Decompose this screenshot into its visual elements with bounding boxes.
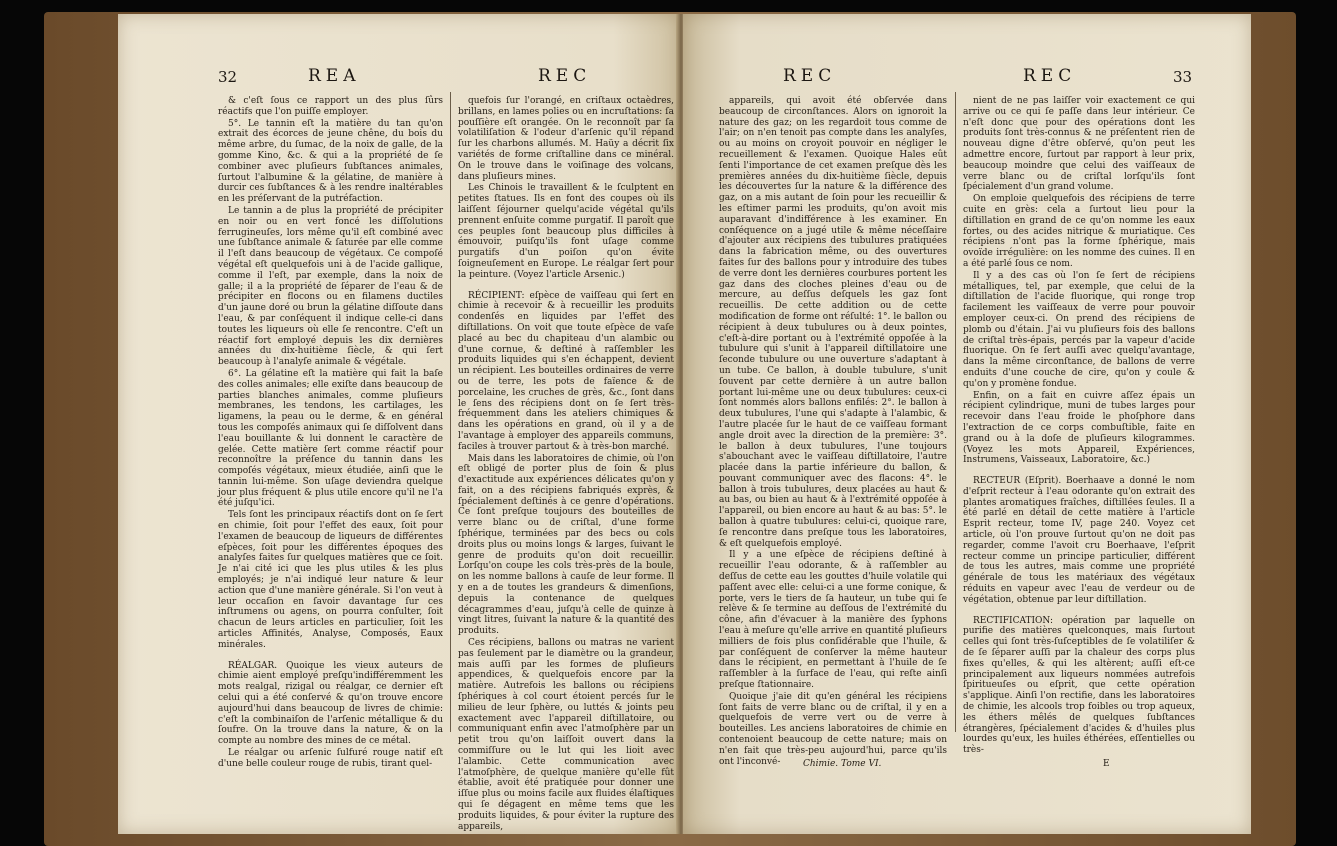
signature-mark: E [1103,759,1110,769]
paragraph: appareils, qui avoit été obſervée dans beaucoup de circonſtances. Alors on ignoroit la nature des gaz; on les regardoit tous comme de l'air; on n'en tenoit pas compte dans les analyſes, ou au moins on croyoit pouvoir en négliger le recueillement & l'examen. Quoique Hales eût ſenti l'importance de cet examen preſque dès les premières années du dix-huitième ſiècle, depuis les découvertes ſur la nature & la différence des gaz, on a mis autant de ſoin pour les recueillir & les eſtimer parmi les produits, qu'on avoit mis auparavant d'indifférence à les examiner. En conſéquence on a jugé utile & même néceſſaire d'ajouter aux récipiens des tubulures pratiquées dans la fabrication même, ou des ouvertures faites ſur des ballons pour y introduire des tubes de verre dont les dernières courbures portent les gaz dans des cloches pleines d'eau ou de mercure, au deſſus deſquels les gaz ſont recueillis. De cette addition ou de cette modification de forme ont réſulté: 1°. le ballon ou récipient à deux tubulures ou à deux pointes, c'eſt-à-dire portant ou à l'extrémité oppoſée à la tubulure qui s'unit à l'appareil diſtillatoire une ſeconde tubulure ou une ouverture s'adaptant à un tube. Ce ballon, à double tubulure, s'unit ſouvent par cette dernière à un autre ballon portant lui-même une ou deux tubulures: ceux-ci ſont nommés alors ballons enfilés: 2°. le ballon à deux tubulures, l'une qui s'adapte à l'alambic, & l'autre placée ſur le haut de ce vaiſſeau formant angle droit avec la direction de la première: 3°. le ballon à deux tubulures, l'une toujours s'abouchant avec le vaiſſeau diſtillatoire, l'autre placée dans la partie inférieure du ballon, & pouvant communiquer avec des flacons: 4°. le ballon à trois tubulures, deux placées au haut & au bas, ou bien au haut & à l'extrémité oppoſée à l'appareil, ou bien encore au haut & au bas: 5°. le ballon à quatre tubulures: celui-ci, quoique rare, ſe rencontre dans preſque tous les laboratoires, & eſt quelquefois employé. [719,96,947,549]
paragraph: Le tannin a de plus la propriété de précipiter en noir ou en vert foncé les diſſolutions ferrugineuſes, lors même qu'il eſt combiné avec une ſubſtance animale & ſaturée par elle comme il l'eſt dans beaucoup de végétaux. Ce compoſé végétal eſt quelquefois uni à de l'acide gallique, comme il l'eſt, par exemple, dans la noix de galle; il a la propriété de ſéparer de l'eau & de précipiter en flocons ou en filamens ductiles d'un jaune doré ou brun la gélatine diſſoute dans l'eau, & par conſéquent il indique celle-ci dans toutes les liqueurs où elle ſe rencontre. C'eſt un réactif fort employé depuis les dix dernières années du dix-huitième ſiècle, & qui ſert beaucoup à l'analyſe animale & végétale. [218,205,443,368]
column-rule [450,92,451,732]
paragraph: Tels ſont les principaux réactifs dont on ſe ſert en chimie, ſoit pour l'effet des eaux, ſoit pour l'examen de beaucoup de liqueurs de différentes eſpèces, ſoit pour les différentes époques des analyſes faites ſur quelques matières que ce ſoit. Je n'ai cité ici que les plus utiles & les plus employés; je n'ai indiqué leur nature & leur action que d'une manière générale. Si l'on veut à leur occaſion en ſavoir davantage ſur ces inſtrumens ou agens, on pourra conſulter, ſoit chacun de leurs articles en particulier, ſoit les articles Affinités, Analyse, Composés, Eaux minérales. [218,510,443,650]
paragraph: 5°. Le tannin eſt la matière du tan qu'on extrait des écorces de jeune chêne, du bois du même arbre, du ſumac, de la noix de galle, de la gomme Kino, &c. & qui a la propriété de ſe combiner avec pluſieurs ſubſtances animales, ſurtout l'albumine & la gélatine, de manière à durcir ces ſubſtances & à les rendre inaltérables en les préſervant de la putréfaction. [218,118,443,205]
entry-rectification: RECTIFICATION: opération par laquelle on purifie des matières quelconques, mais ſurtout celles qui ſont très-ſuſceptibles de ſe volatiliſer & de ſe ſéparer auſſi par la chaleur des corps plus fixes qu'elles, & qui les altèrent; auſſi eſt-ce principalement aux liqueurs nommées autrefois ſpiritueuſes ou eſprit, que cette opération s'applique. Ainſi l'on rectifie, dans les laboratoires de chimie, les alcools trop foibles ou trop aqueux, les éthers mêlés de quelques ſubſtances étrangères, ſpécialement d'acides & d'huiles plus lourdes qu'eux, les huiles éthérées, eſſentielles ou très- [963,615,1195,756]
entry-recipient: RÉCIPIENT: eſpèce de vaiſſeau qui ſert en chimie à recevoir & à recueillir les produits condenſés en liquides par l'effet des diſtillations. On voit que toute eſpèce de vaſe placé au bec du chapiteau d'un alambic ou d'une cornue, & deſtiné à raſſembler les produits liquides qui s'en échappent, devient un récipient. Les bouteilles ordinaires de verre ou de terre, les pots de faïence & de porcelaine, les cruches de grès, &c., ſont dans le ſens des récipiens dont on ſe ſert très-fréquemment dans les ateliers chimiques & dans les opérations en grand, où il y a de l'avantage à employer des appareils communs, faciles à trouver partout & à très-bon marché. [458,290,674,452]
running-head-left: REC [783,66,837,86]
running-head-left: REA [308,66,361,86]
paragraph: nient de ne pas laiſſer voir exactement ce qui arrive ou ce qui ſe paſſe dans leur intérieur. Ce n'eſt donc que pour des opérations dont les produits ſont très-connus & ne préſentent rien de nouveau digne d'être obſervé, qu'on peut les admettre encore, ſurtout par rapport à leur prix, beaucoup moindre que celui des vaiſſeaux de verre blanc ou de criſtal lorſqu'ils ſont ſpécialement d'un grand volume. [963,96,1195,193]
page-number: 32 [218,68,238,86]
paragraph: On emploie quelquefois des récipiens de terre cuite en grès: cela a ſurtout lieu pour la diſtillation en grand de ce qu'on nomme les eaux fortes, ou des acides nitrique & muriatique. Ces récipiens n'ont pas la forme ſphérique, mais ovoïde irrégulière: on les nomme des cuines. Il en a été parlé ſous ce nom. [963,194,1195,269]
entry-recteur: RECTEUR (Eſprit). Boerhaave a donné le nom d'eſprit recteur à l'eau odorante qu'on extrait des plantes aromatiques fraîches, diſtillées ſeules. Il a été parlé en détail de cette matière à l'article Esprit recteur, tome IV, page 240. Voyez cet article, où l'on prouve ſurtout qu'on ne doit pas regarder, comme l'avoit cru Boerhaave, l'eſprit recteur comme un principe particulier, différent de tous les autres, mais comme une propriété générale de tous les matériaux des végétaux réduits en vapeur avec l'eau de verdeur ou de végétation, obtenue par leur diſtillation. [963,476,1195,605]
paragraph: 6°. La gélatine eſt la matière qui fait la baſe des colles animales; elle exiſte dans beaucoup de parties blanches animales, comme pluſieurs membranes, les tendons, les cartilages, les ligamens, la peau ou le derme, & en général tous les compoſés animaux qui ſe diſſolvent dans l'eau bouillante & lui donnent le caractère de gelée. Cette matière ſert comme réactif pour reconnoître la préſence du tannin dans les compoſés végétaux, mieux étudiée, ainſi que le tannin lui-même. Son uſage deviendra quelque jour plus fréquent & plus utile encore qu'il ne l'a été juſqu'ici. [218,368,443,509]
column-2 [458,96,674,832]
paragraph: Il y a une eſpèce de récipiens deſtiné à recueillir l'eau odorante, & à raſſembler au deſſus de cette eau les gouttes d'huile volatile qui paſſent avec elle: celui-ci a une forme conique, & porte, vers le tiers de ſa hauteur, un tube qui ſe relève & ſe termine au deſſous de l'extrémité du cône, afin d'évacuer à la manière des ſyphons l'eau à meſure qu'elle arrive en quantité pluſieurs milliers de fois plus conſidérable que l'huile, & par conſéquent de conſerver la même hauteur dans le récipient, en permettant à l'huile de ſe raſſembler à la ſurface de l'eau, qui reſte ainſi preſque ſtationnaire. [719,550,947,691]
right-page [683,14,1251,834]
page-number: 33 [1173,68,1193,86]
entry-realgar: RÉALGAR. Quoique les vieux auteurs de chimie aient employé preſqu'indifféremment les mots realgal, rizigal ou réalgar, ce dernier eſt celui qui a été conſervé & qu'on trouve encore aujourd'hui dans beaucoup de livres de chimie: c'eſt la combinaiſon de l'arſenic métallique & du ſoufre. On la trouve dans la nature, & on la compte au nombre des mines de ce métal. [218,660,443,747]
column-2 [963,96,1195,756]
paragraph: Mais dans les laboratoires de chimie, où l'on eſt obligé de porter plus de ſoin & plus d'exactitude aux expériences délicates qu'on y fait, on a des récipiens fabriqués exprès, & ſpécialement deſtinés à ce genre d'opérations. Ce ſont preſque toujours des bouteilles de verre blanc ou de criſtal, d'une forme ſphérique, terminées par des becs ou cols droits plus ou moins longs & larges, ſuivant le genre de produits qu'on doit recueillir. Lorſqu'on coupe les cols très-près de la boule, on les nomme ballons à cauſe de leur forme. Il y en a de toutes les grandeurs & dimenſions, depuis la contenance de quelques décagrammes d'eau, juſqu'à celle de quinze à vingt litres, ſuivant la nature & la quantité des produits. [458,453,674,637]
column-1 [218,96,443,769]
paragraph: Le réalgar ou arſenic ſulfuré rouge natif eſt d'une belle couleur rouge de rubis, tirant quel- [218,748,443,769]
paragraph: Il y a des cas où l'on ſe ſert de récipiens métalliques, tel, par exemple, que celui de la diſtillation de l'acide fluorique, qui ronge trop facilement les vaiſſeaux de verre pour pouvoir employer ceux-ci. On prend des récipiens de plomb ou d'étain. J'ai vu pluſieurs fois des ballons de criſtal très-épais, percés par la vapeur d'acide fluorique. On ſe ſert auſſi avec quelqu'avantage, dans la même circonſtance, de ballons de verre enduits d'une couche de cire, qu'on y coule & qu'on y promène fondue. [963,270,1195,389]
running-head-right: REC [1023,66,1077,86]
paragraph: Enfin, on a fait en cuivre aſſez épais un récipient cylindrique, muni de tubes larges pour recevoir dans l'eau froide le phoſphore dans l'extraction de ce corps combuſtible, faite en grand ou à la doſe de pluſieurs kilogrammes. (Voyez les mots Appareil, Expériences, Instrumens, Vaisseaux, Laboratoire, &c.) [963,390,1195,466]
paragraph: quefois ſur l'orangé, en criſtaux octaèdres, brillans, en lames polies ou en incruſtations: ſa pouſſière eſt orangée. On le reconnoît par ſa volatiliſation & l'odeur d'arſenic qu'il répand ſur les charbons allumés. M. Haüy a décrit ſix variétés de forme criſtalline dans ce minéral. On le trouve dans le voiſinage des volcans, dans pluſieurs mines. [458,96,674,182]
running-head-right: REC [538,66,592,86]
paragraph: & c'eſt ſous ce rapport un des plus ſûrs réactifs que l'on puiſſe employer. [218,96,443,117]
left-page [118,14,681,834]
paragraph: Quoique j'aie dit qu'en général les récipiens ſont faits de verre blanc ou de criſtal, il y en a quelquefois de verre vert ou de verre à bouteilles. Les anciens laboratoires de chimie en contenoient beaucoup de cette nature; mais on n'en fait que très-peu aujourd'hui, parce qu'ils ont l'inconvé- [719,691,947,767]
column-rule [955,92,956,732]
footer-volume: Chimie. Tome VI. [803,759,882,769]
paragraph: Les Chinois le travaillent & le ſculptent en petites ſtatues. Ils en font des coupes où ils laiſſent ſéjourner quelqu'acide végétal qu'ils prennent enſuite comme purgatif. Il paroît que ces peuples ſont beaucoup plus difficiles à émouvoir, puiſqu'ils font uſage comme purgatifs d'un poiſon qu'on évite ſoigneuſement en Europe. Le réalgar ſert pour la peinture. (Voyez l'article Arsenic.) [458,183,674,280]
paragraph: Ces récipiens, ballons ou matras ne varient pas ſeulement par le diamètre ou la grandeur, mais auſſi par les formes de pluſieurs appendices, & quelquefois encore par la matière. Autrefois les ballons ou récipiens ſphériques à col court étoient percés ſur le milieu de leur ſphère, ou luttés & joints peu exactement avec l'appareil diſtillatoire, ou communiquant enfin avec l'atmoſphère par un petit trou qu'on laiſſoit ouvert dans la commiſſure ou le lut qui les lioit avec l'alambic. Cette communication avec l'atmoſphère, de quelque manière qu'elle fût établie, avoit été pratiquée pour donner une iſſue plus ou moins facile aux fluides élaſtiques qui ſe dégagent en même tems que les produits liquides, & pour éviter la rupture des appareils, [458,638,674,832]
